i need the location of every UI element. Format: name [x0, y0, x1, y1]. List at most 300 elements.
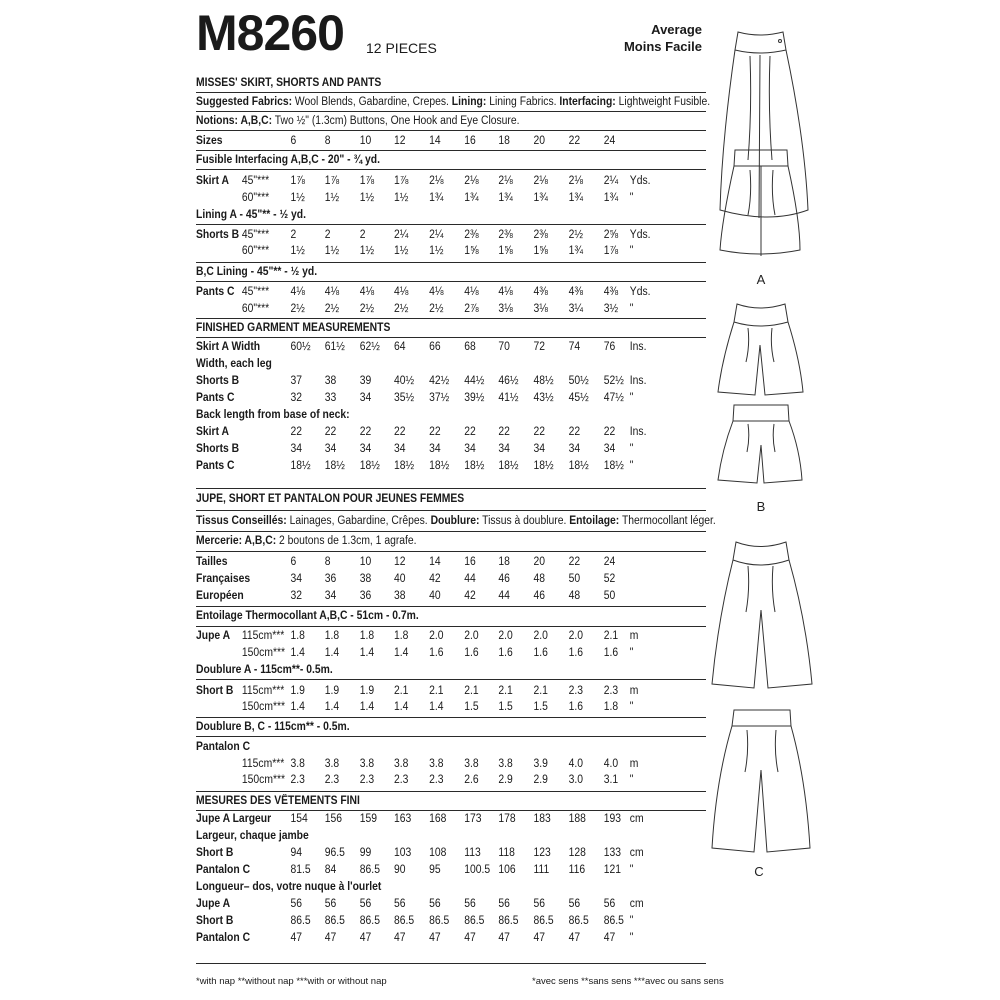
- fr-l-short-value: 86.5: [568, 915, 589, 927]
- en-bl-skirt-value: 22: [498, 426, 510, 438]
- en-pants-60-value: 2½: [290, 303, 305, 315]
- en-shorts-45-value: 2: [359, 229, 366, 241]
- fr-francaises-value: 48: [533, 573, 546, 585]
- en-skirt-45-value: 2⅛: [568, 175, 583, 187]
- fr-short-150-value: 1.5: [533, 701, 548, 713]
- fr-pantalon-label: [196, 739, 655, 756]
- en-pants-60-fabric-width: 60"***: [241, 303, 270, 315]
- fr-jupe-150-fabric-width: 150cm***: [241, 647, 286, 659]
- en-lining-a-text: Lining A - 45"** - ½ yd.: [196, 209, 306, 221]
- fr-jupe-115-value: 1.8: [359, 630, 375, 642]
- fr-fabrics-part-4: Entoilage:: [569, 515, 620, 527]
- fr-entoilage-text: Entoilage Thermocollant A,B,C - 51cm - 0.7m.: [196, 610, 419, 622]
- fr-jupe-115-fabric-width: 115cm***: [241, 630, 285, 642]
- fr-europeen-value: 32: [290, 590, 303, 602]
- en-shorts-60-value: 1⅝: [533, 245, 548, 257]
- en-bl-pants-value: 18½: [533, 460, 554, 472]
- en-fgm-title-text: FINISHED GARMENT MEASUREMENTS: [196, 322, 391, 334]
- en-pants-60-value: 2½: [324, 303, 340, 315]
- en-bl-skirt-value: 22: [359, 426, 372, 438]
- fr-short-115-value: 2.1: [533, 685, 548, 697]
- en-sizes: [196, 133, 655, 150]
- fr-short-150-value: 1.5: [498, 701, 513, 713]
- en-pants-45-fabric-width: 45"***: [241, 286, 270, 298]
- en-shorts-60: [196, 243, 655, 260]
- en-shorts-60-value: 1⅞: [603, 245, 619, 257]
- en-skirt-45-fabric-width: 45"***: [241, 175, 270, 187]
- en-skirt-60-value: 1¾: [533, 192, 548, 204]
- fr-l-short-value: 86.5: [498, 915, 519, 927]
- en-pants-45-unit: Yds.: [629, 286, 651, 298]
- fr-fabrics-part-0: Tissus Conseillés:: [196, 515, 287, 527]
- en-skirt-45-value: 2⅛: [464, 175, 479, 187]
- fr-tailles-value: 12: [394, 556, 406, 568]
- fr-pantalon-115-value: 3.8: [394, 758, 409, 770]
- fr-longueur: [196, 879, 655, 896]
- en-pants-width-value: 37½: [429, 392, 450, 404]
- footnote-fr: *avec sens **sans sens ***avec ou sans sens: [532, 976, 724, 987]
- difficulty-fr: Moins Facile: [623, 39, 702, 54]
- en-skirt-45-value: 1⅞: [290, 175, 305, 187]
- en-bl-shorts-value: 34: [429, 443, 441, 455]
- rule-line: [196, 626, 706, 627]
- en-skirt-width-value: 60½: [290, 341, 311, 353]
- fr-l-pantalon-value: 47: [603, 932, 616, 944]
- fr-entoilage: [196, 608, 655, 625]
- rule-line: [196, 92, 706, 93]
- en-shorts-45-value: 2⅜: [533, 229, 548, 241]
- fr-l-pantalon-value: 47: [290, 932, 303, 944]
- fr-pantalon-150-value: 2.3: [394, 774, 409, 786]
- fr-short-115-value: 2.3: [568, 685, 583, 697]
- fr-pantalon-115-value: 3.8: [464, 758, 479, 770]
- fr-jupe-115-value: 2.0: [429, 630, 444, 642]
- en-bl-shorts: [196, 441, 655, 458]
- en-bl-skirt-value: 22: [533, 426, 546, 438]
- fr-pantalon-115-value: 3.8: [290, 758, 305, 770]
- en-bl-skirt-value: 22: [394, 426, 406, 438]
- fr-pantalon-largeur-value: 95: [429, 864, 441, 876]
- en-bl-shorts-value: 34: [603, 443, 616, 455]
- en-shorts-45-label: Shorts B: [196, 229, 240, 241]
- en-shorts-width-label: Shorts B: [196, 375, 240, 387]
- fr-tailles-value: 14: [429, 556, 441, 568]
- fr-jupe-115-value: 2.1: [603, 630, 619, 642]
- en-skirt-width-value: 74: [568, 341, 581, 353]
- fr-l-jupe-value: 56: [603, 898, 616, 910]
- footnote-divider: [196, 963, 706, 964]
- en-pants-60-unit: ": [629, 303, 634, 315]
- fr-l-pantalon: [196, 930, 655, 947]
- shorts-b-front-drawing: [718, 304, 803, 395]
- en-skirt-width-unit: Ins.: [629, 341, 647, 353]
- fr-jupe-150-value: 1.4: [324, 647, 340, 659]
- fr-short-150-unit: ": [629, 701, 634, 713]
- en-pants-width-value: 47½: [603, 392, 624, 404]
- en-bl-shorts-value: 34: [394, 443, 406, 455]
- fr-fabrics-part-1: Lainages, Gabardine, Crêpes.: [289, 515, 428, 527]
- en-pants-45-value: 4⅛: [498, 286, 513, 298]
- fr-europeen-value: 42: [464, 590, 476, 602]
- en-shorts-width-value: 37: [290, 375, 303, 387]
- en-shorts-60-value: 1⅝: [498, 245, 513, 257]
- en-pants-60-value: 2⅞: [464, 303, 479, 315]
- fr-fabrics-part-5: Thermocollant léger.: [621, 515, 716, 527]
- fr-pantalon-150-fabric-width: 150cm***: [241, 774, 286, 786]
- pants-c-back-drawing: [712, 710, 810, 852]
- fr-pantalon-150-value: 2.6: [464, 774, 479, 786]
- fr-pantalon-150-value: 3.0: [568, 774, 583, 786]
- fr-tailles-value: 22: [568, 556, 581, 568]
- en-pants-width-value: 35½: [394, 392, 415, 404]
- fr-europeen-label: Européen: [196, 590, 244, 602]
- rule-line: [196, 262, 706, 263]
- rule-line: [196, 318, 706, 319]
- en-shorts-width-value: 46½: [498, 375, 519, 387]
- rule-line: [196, 736, 706, 737]
- en-pants-width: [196, 390, 655, 407]
- fr-europeen-value: 48: [568, 590, 581, 602]
- fr-short-largeur-unit: cm: [629, 847, 644, 859]
- fr-europeen-value: 40: [429, 590, 441, 602]
- en-fgm-title: [196, 320, 655, 337]
- fr-jupe-115: [196, 628, 655, 645]
- fr-short-150-value: 1.6: [568, 701, 583, 713]
- fr-notions-text: [196, 533, 417, 550]
- fr-l-pantalon-unit: ": [629, 932, 634, 944]
- en-pants-45-value: 4⅛: [429, 286, 444, 298]
- en-bl-shorts-label: Shorts B: [196, 443, 240, 455]
- en-shorts-width-value: 44½: [464, 375, 485, 387]
- en-pants-width-value: 34: [359, 392, 372, 404]
- fr-short-largeur-value: 96.5: [324, 847, 345, 859]
- fr-short-largeur-value: 123: [533, 847, 551, 859]
- fr-pantalon-largeur-value: 90: [394, 864, 406, 876]
- fr-jupe-150-value: 1.6: [568, 647, 583, 659]
- difficulty-en: Average: [651, 22, 702, 37]
- garment-illustrations: [705, 0, 815, 1000]
- fr-l-jupe: [196, 896, 655, 913]
- en-pants-45-value: 4⅛: [290, 286, 305, 298]
- fr-tailles-value: 10: [359, 556, 372, 568]
- en-pants-width-unit: ": [629, 392, 634, 404]
- fr-l-short-value: 86.5: [324, 915, 345, 927]
- en-skirt-45-unit: Yds.: [629, 175, 651, 187]
- en-lining-bc-text: B,C Lining - 45"** - ½ yd.: [196, 266, 318, 278]
- en-skirt-45-value: 2⅛: [429, 175, 444, 187]
- fr-pantalon-largeur-value: 111: [533, 864, 550, 876]
- fr-l-jupe-value: 56: [359, 898, 372, 910]
- fr-francaises-value: 36: [324, 573, 337, 585]
- fr-short-largeur: [196, 845, 655, 862]
- en-skirt-60-fabric-width: 60"***: [241, 192, 270, 204]
- en-skirt-45-value: 1⅞: [324, 175, 340, 187]
- en-bl-pants-label: Pants C: [196, 460, 235, 472]
- fr-l-pantalon-value: 47: [568, 932, 581, 944]
- en-shorts-width: [196, 373, 655, 390]
- rule-line: [196, 111, 706, 112]
- rule-line: [196, 510, 706, 511]
- en-back-length: [196, 407, 655, 424]
- fr-short-115-value: 2.1: [464, 685, 479, 697]
- fr-francaises-value: 42: [429, 573, 441, 585]
- fr-fabrics-text: [196, 513, 716, 530]
- en-skirt-width-value: 61½: [324, 341, 345, 353]
- en-pants-60-value: 3¼: [568, 303, 583, 315]
- fr-l-short-value: 86.5: [603, 915, 624, 927]
- en-sizes-value: 6: [290, 135, 297, 147]
- fr-jupe-largeur: [196, 811, 655, 828]
- en-shorts-60-value: 1½: [429, 245, 444, 257]
- rule-line: [196, 606, 706, 607]
- fr-jupe-largeur-value: 188: [568, 813, 586, 825]
- en-bl-skirt-value: 22: [290, 426, 303, 438]
- fr-pantalon-115-fabric-width: 115cm***: [241, 758, 285, 770]
- fr-europeen-value: 46: [533, 590, 546, 602]
- en-bl-shorts-value: 34: [568, 443, 581, 455]
- en-shorts-60-value: 1½: [359, 245, 375, 257]
- fr-francaises-value: 38: [359, 573, 372, 585]
- fr-tailles-value: 20: [533, 556, 546, 568]
- skirt-a-front-drawing: [720, 32, 808, 218]
- fr-europeen-value: 50: [603, 590, 616, 602]
- en-skirt-45-value: 1⅞: [359, 175, 375, 187]
- pants-c-front-drawing: [712, 542, 812, 688]
- fr-l-pantalon-label: Pantalon C: [196, 932, 251, 944]
- fr-short-150-value: 1.4: [429, 701, 444, 713]
- en-title-text: MISSES' SKIRT, SHORTS AND PANTS: [196, 77, 382, 89]
- fr-pantalon-largeur-value: 106: [498, 864, 516, 876]
- fr-tailles-value: 16: [464, 556, 476, 568]
- en-lining-bc: [196, 264, 655, 281]
- en-fabrics-part-0: Suggested Fabrics:: [196, 96, 293, 108]
- en-pants-45-label: Pants C: [196, 286, 235, 298]
- fr-doublure-bc: [196, 719, 655, 736]
- fr-europeen: [196, 588, 655, 605]
- en-skirt-60-value: 1¾: [429, 192, 444, 204]
- fr-l-pantalon-value: 47: [394, 932, 406, 944]
- en-shorts-width-value: 52½: [603, 375, 624, 387]
- rule-line: [196, 531, 706, 532]
- fr-pantalon-150-value: 2.3: [324, 774, 340, 786]
- en-lining-a: [196, 207, 655, 224]
- fr-jupe-largeur-value: 168: [429, 813, 447, 825]
- fr-short-115-fabric-width: 115cm***: [241, 685, 285, 697]
- fr-notions-part-1: 2 boutons de 1.3cm, 1 agrafe.: [279, 535, 417, 547]
- en-skirt-width-value: 72: [533, 341, 546, 353]
- en-shorts-width-value: 39: [359, 375, 372, 387]
- en-skirt-width-value: 70: [498, 341, 510, 353]
- fr-short-largeur-value: 113: [464, 847, 481, 859]
- fr-pantalon-115-value: 3.9: [533, 758, 548, 770]
- fr-short-largeur-value: 94: [290, 847, 303, 859]
- fr-l-short-value: 86.5: [394, 915, 415, 927]
- en-fusible-text: Fusible Interfacing A,B,C - 20" - ¾ yd.: [196, 154, 380, 166]
- fr-jupe-150-value: 1.6: [429, 647, 444, 659]
- fr-pantalon-largeur-value: 116: [568, 864, 586, 876]
- rule-line: [196, 281, 706, 282]
- en-pants-45-value: 4⅛: [394, 286, 409, 298]
- fr-francaises-value: 34: [290, 573, 303, 585]
- en-sizes-value: 20: [533, 135, 546, 147]
- en-skirt-60-value: 1¾: [603, 192, 619, 204]
- fr-francaises-value: 40: [394, 573, 406, 585]
- en-fabrics-part-1: Wool Blends, Gabardine, Crepes.: [294, 96, 449, 108]
- en-fabrics-part-3: Lining Fabrics.: [489, 96, 557, 108]
- en-pants-width-value: 41½: [498, 392, 519, 404]
- fr-pantalon-largeur-value: 86.5: [359, 864, 380, 876]
- fr-l-jupe-value: 56: [290, 898, 303, 910]
- fr-jupe-115-value: 1.8: [394, 630, 409, 642]
- fr-l-jupe-value: 56: [533, 898, 546, 910]
- fr-short-largeur-value: 108: [429, 847, 447, 859]
- en-sizes-value: 12: [394, 135, 406, 147]
- fr-doublure-bc-text: Doublure B, C - 115cm** - 0.5m.: [196, 721, 350, 733]
- en-bl-skirt-label: Skirt A: [196, 426, 229, 438]
- fr-jupe-largeur-label: Jupe A Largeur: [196, 813, 272, 825]
- fr-pantalon-label-text: Pantalon C: [196, 741, 251, 753]
- fr-l-jupe-value: 56: [324, 898, 337, 910]
- fr-pantalon-150-value: 2.9: [498, 774, 513, 786]
- fr-francaises-value: 46: [498, 573, 510, 585]
- en-pants-45-value: 4⅛: [464, 286, 479, 298]
- fr-short-largeur-label: Short B: [196, 847, 234, 859]
- en-shorts-width-value: 48½: [533, 375, 554, 387]
- fr-europeen-value: 36: [359, 590, 372, 602]
- en-bl-shorts-unit: ": [629, 443, 634, 455]
- fr-jupe-115-value: 1.8: [324, 630, 340, 642]
- en-shorts-45-unit: Yds.: [629, 229, 651, 241]
- en-shorts-width-value: 38: [324, 375, 337, 387]
- fr-europeen-value: 34: [324, 590, 337, 602]
- fr-short-largeur-value: 118: [498, 847, 515, 859]
- fr-l-short-value: 86.5: [464, 915, 485, 927]
- en-title: [196, 75, 655, 92]
- fr-l-pantalon-value: 47: [429, 932, 441, 944]
- fr-mesures-title-text: MESURES DES VÊTEMENTS FINI: [196, 795, 360, 807]
- fr-pantalon-150-value: 2.3: [359, 774, 375, 786]
- en-skirt-45-value: 2⅛: [498, 175, 513, 187]
- en-shorts-45-value: 2¼: [429, 229, 444, 241]
- en-fabrics-part-5: Lightweight Fusible.: [618, 96, 711, 108]
- fr-pantalon-largeur-unit: ": [629, 864, 634, 876]
- fr-l-short-value: 86.5: [429, 915, 450, 927]
- en-bl-skirt-value: 22: [568, 426, 581, 438]
- fr-short-115-value: 2.3: [603, 685, 619, 697]
- fr-fabrics: [196, 513, 716, 530]
- fr-short-150-value: 1.4: [359, 701, 375, 713]
- en-bl-pants-value: 18½: [498, 460, 519, 472]
- fr-pantalon-150-value: 2.9: [533, 774, 548, 786]
- en-pants-width-value: 39½: [464, 392, 485, 404]
- en-bl-skirt-value: 22: [324, 426, 337, 438]
- rule-line: [196, 224, 706, 225]
- en-fabrics: [196, 94, 711, 111]
- en-skirt-width-value: 76: [603, 341, 616, 353]
- fr-l-jupe-value: 56: [498, 898, 510, 910]
- fr-short-largeur-value: 103: [394, 847, 412, 859]
- view-label-b: B: [756, 499, 766, 514]
- fr-pantalon-largeur-value: 121: [603, 864, 621, 876]
- rule-line: [196, 717, 706, 718]
- en-back-length-text: Back length from base of neck:: [196, 409, 350, 421]
- fr-notions: [196, 533, 655, 550]
- en-pants-60-value: 3½: [603, 303, 619, 315]
- en-skirt-60-value: 1½: [290, 192, 305, 204]
- rule-line: [196, 169, 706, 170]
- section-divider: [196, 488, 706, 489]
- en-bl-pants-value: 18½: [464, 460, 485, 472]
- fr-doublure-a-text: Doublure A - 115cm**- 0.5m.: [196, 664, 333, 676]
- fr-l-short-value: 86.5: [359, 915, 380, 927]
- en-pants-45-value: 4⅜: [568, 286, 583, 298]
- en-sizes-value: 14: [429, 135, 441, 147]
- en-pants-width-label: Pants C: [196, 392, 235, 404]
- fr-tailles-value: 24: [603, 556, 616, 568]
- en-bl-pants-value: 18½: [568, 460, 589, 472]
- en-skirt-width-value: 64: [394, 341, 406, 353]
- fr-pantalon-115-unit: m: [629, 758, 639, 770]
- en-notions-part-1: Two ½" (1.3cm) Buttons, One Hook and Eye Closure.: [274, 115, 520, 127]
- fr-jupe-150-value: 1.6: [464, 647, 479, 659]
- en-pants-60: [196, 301, 655, 318]
- fr-pantalon-115-value: 3.8: [498, 758, 513, 770]
- fr-largeur-jambe-text: Largeur, chaque jambe: [196, 830, 309, 842]
- en-fabrics-part-4: Interfacing:: [559, 96, 616, 108]
- en-shorts-45-value: 2⅜: [498, 229, 513, 241]
- en-shorts-width-value: 40½: [394, 375, 415, 387]
- view-label-c: C: [754, 864, 764, 879]
- en-shorts-45-value: 2⅜: [464, 229, 479, 241]
- en-bl-pants-value: 18½: [603, 460, 624, 472]
- en-fabrics-part-2: Lining:: [451, 96, 487, 108]
- en-shorts-width-unit: Ins.: [629, 375, 647, 387]
- fr-largeur-jambe: [196, 828, 655, 845]
- fr-jupe-largeur-value: 193: [603, 813, 621, 825]
- fr-jupe-150-value: 1.4: [394, 647, 409, 659]
- fr-tailles: [196, 554, 655, 571]
- fr-l-jupe-label: Jupe A: [196, 898, 231, 910]
- fr-pantalon-largeur-value: 84: [324, 864, 337, 876]
- en-notions-part-0: Notions: A,B,C:: [196, 115, 273, 127]
- en-skirt-45-value: 2⅛: [533, 175, 548, 187]
- fr-pantalon-115-value: 3.8: [359, 758, 375, 770]
- en-bl-skirt: [196, 424, 655, 441]
- fr-l-short-value: 86.5: [533, 915, 554, 927]
- en-bl-pants-value: 18½: [359, 460, 380, 472]
- fr-short-115-value: 1.9: [359, 685, 375, 697]
- fr-jupe-115-value: 2.0: [568, 630, 583, 642]
- fr-l-pantalon-value: 47: [498, 932, 510, 944]
- en-bl-pants-unit: ": [629, 460, 634, 472]
- fr-short-largeur-value: 128: [568, 847, 586, 859]
- fr-short-115-value: 2.1: [498, 685, 513, 697]
- fr-pantalon-115-value: 3.8: [324, 758, 340, 770]
- en-bl-skirt-value: 22: [464, 426, 476, 438]
- fr-jupe-150: [196, 645, 655, 662]
- fr-pantalon-115-value: 4.0: [568, 758, 583, 770]
- en-sizes-label: Sizes: [196, 135, 223, 147]
- fr-title-text: JUPE, SHORT ET PANTALON POUR JEUNES FEMMES: [196, 493, 465, 505]
- fr-jupe-largeur-value: 156: [324, 813, 342, 825]
- fr-jupe-largeur-value: 178: [498, 813, 516, 825]
- fr-short-largeur-value: 99: [359, 847, 372, 859]
- en-skirt-60-value: 1¾: [568, 192, 583, 204]
- en-notions: [196, 113, 655, 130]
- fr-short-115-value: 1.9: [324, 685, 340, 697]
- fr-l-jupe-value: 56: [394, 898, 406, 910]
- fr-short-largeur-value: 133: [603, 847, 621, 859]
